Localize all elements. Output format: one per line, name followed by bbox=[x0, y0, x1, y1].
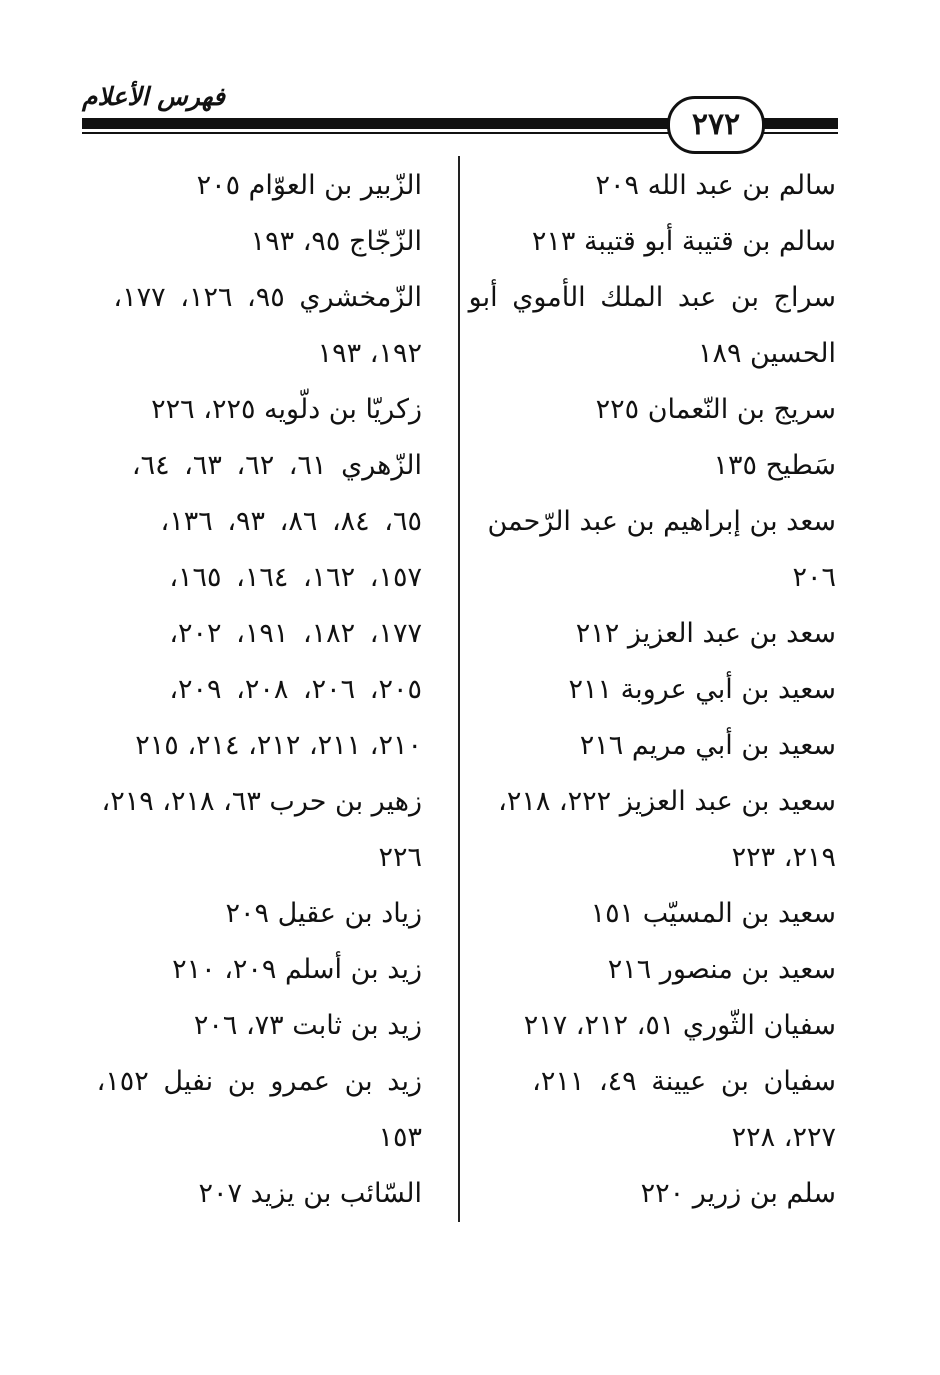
index-entry: سعيد بن عبد العزيز ٢٢٢، ٢١٨، bbox=[498, 786, 836, 817]
index-entry: زيد بن أسلم ٢٠٩، ٢١٠ bbox=[172, 954, 422, 985]
index-entry: سعد بن عبد العزيز ٢١٢ bbox=[575, 618, 836, 649]
index-column-left bbox=[70, 158, 422, 1222]
index-entry: سفيان بن عيينة ٤٩، ٢١١، bbox=[532, 1066, 836, 1097]
index-column-right bbox=[468, 158, 836, 1222]
index-entry: زهير بن حرب ٦٣، ٢١٨، ٢١٩، bbox=[101, 786, 422, 817]
index-entry: سعيد بن أبي عروبة ٢١١ bbox=[568, 674, 836, 705]
index-entry: الزّهري ٦١، ٦٢، ٦٣، ٦٤، bbox=[131, 450, 422, 481]
index-entry: الحسين ١٨٩ bbox=[697, 338, 836, 369]
column-divider bbox=[458, 156, 460, 1222]
index-entry: ٦٥، ٨٤، ٨٦، ٩٣، ١٣٦، bbox=[160, 506, 422, 537]
index-entry: سعيد بن المسيّب ١٥١ bbox=[590, 898, 836, 929]
index-entry: سعد بن إبراهيم بن عبد الرّحمن bbox=[487, 506, 836, 537]
index-entry: السّائب بن يزيد ٢٠٧ bbox=[198, 1178, 422, 1209]
index-entry: سَطيح ١٣٥ bbox=[713, 450, 836, 481]
index-entry: ٢١٩، ٢٢٣ bbox=[731, 842, 836, 873]
index-entry: سلم بن زرير ٢٢٠ bbox=[640, 1178, 836, 1209]
index-entry: سالم بن عبد الله ٢٠٩ bbox=[595, 170, 836, 201]
index-entry: ١٥٧، ١٦٢، ١٦٤، ١٦٥، bbox=[169, 562, 422, 593]
index-entry: زياد بن عقيل ٢٠٩ bbox=[225, 898, 422, 929]
index-entry: زيد بن ثابت ٧٣، ٢٠٦ bbox=[193, 1010, 422, 1041]
index-entry: ١٥٣ bbox=[378, 1122, 422, 1153]
page-header bbox=[0, 0, 940, 150]
index-entry: ٢١٠، ٢١١، ٢١٢، ٢١٤، ٢١٥ bbox=[135, 730, 422, 761]
index-entry: ١٧٧، ١٨٢، ١٩١، ٢٠٢، bbox=[169, 618, 422, 649]
running-title: فهرس الأعلام bbox=[82, 82, 226, 111]
index-entry: زكريّا بن دلّويه ٢٢٥، ٢٢٦ bbox=[151, 394, 422, 425]
index-entry: الزّجّاج ٩٥، ١٩٣ bbox=[250, 226, 422, 257]
index-entry: الزّبير بن العوّام ٢٠٥ bbox=[196, 170, 422, 201]
index-entry: ٢٠٥، ٢٠٦، ٢٠٨، ٢٠٩، bbox=[169, 674, 422, 705]
index-entry: ١٩٢، ١٩٣ bbox=[317, 338, 422, 369]
page-number: ٢٧٢ bbox=[667, 96, 765, 154]
index-entry: ٢٠٦ bbox=[792, 562, 836, 593]
index-entry: ٢٢٦ bbox=[378, 842, 422, 873]
index-entry: سفيان الثّوري ٥١، ٢١٢، ٢١٧ bbox=[523, 1010, 836, 1041]
index-entry: زيد بن عمرو بن نفيل ١٥٢، bbox=[96, 1066, 422, 1097]
index-entry: سريج بن النّعمان ٢٢٥ bbox=[595, 394, 836, 425]
index-entry: سعيد بن منصور ٢١٦ bbox=[607, 954, 836, 985]
index-entry: سعيد بن أبي مريم ٢١٦ bbox=[579, 730, 836, 761]
index-entry: ٢٢٧، ٢٢٨ bbox=[731, 1122, 836, 1153]
index-entry: الزّمخشري ٩٥، ١٢٦، ١٧٧، bbox=[113, 282, 422, 313]
index-entry: سراج بن عبد الملك الأموي أبو bbox=[468, 282, 836, 313]
index-entry: سالم بن قتيبة أبو قتيبة ٢١٣ bbox=[531, 226, 836, 257]
